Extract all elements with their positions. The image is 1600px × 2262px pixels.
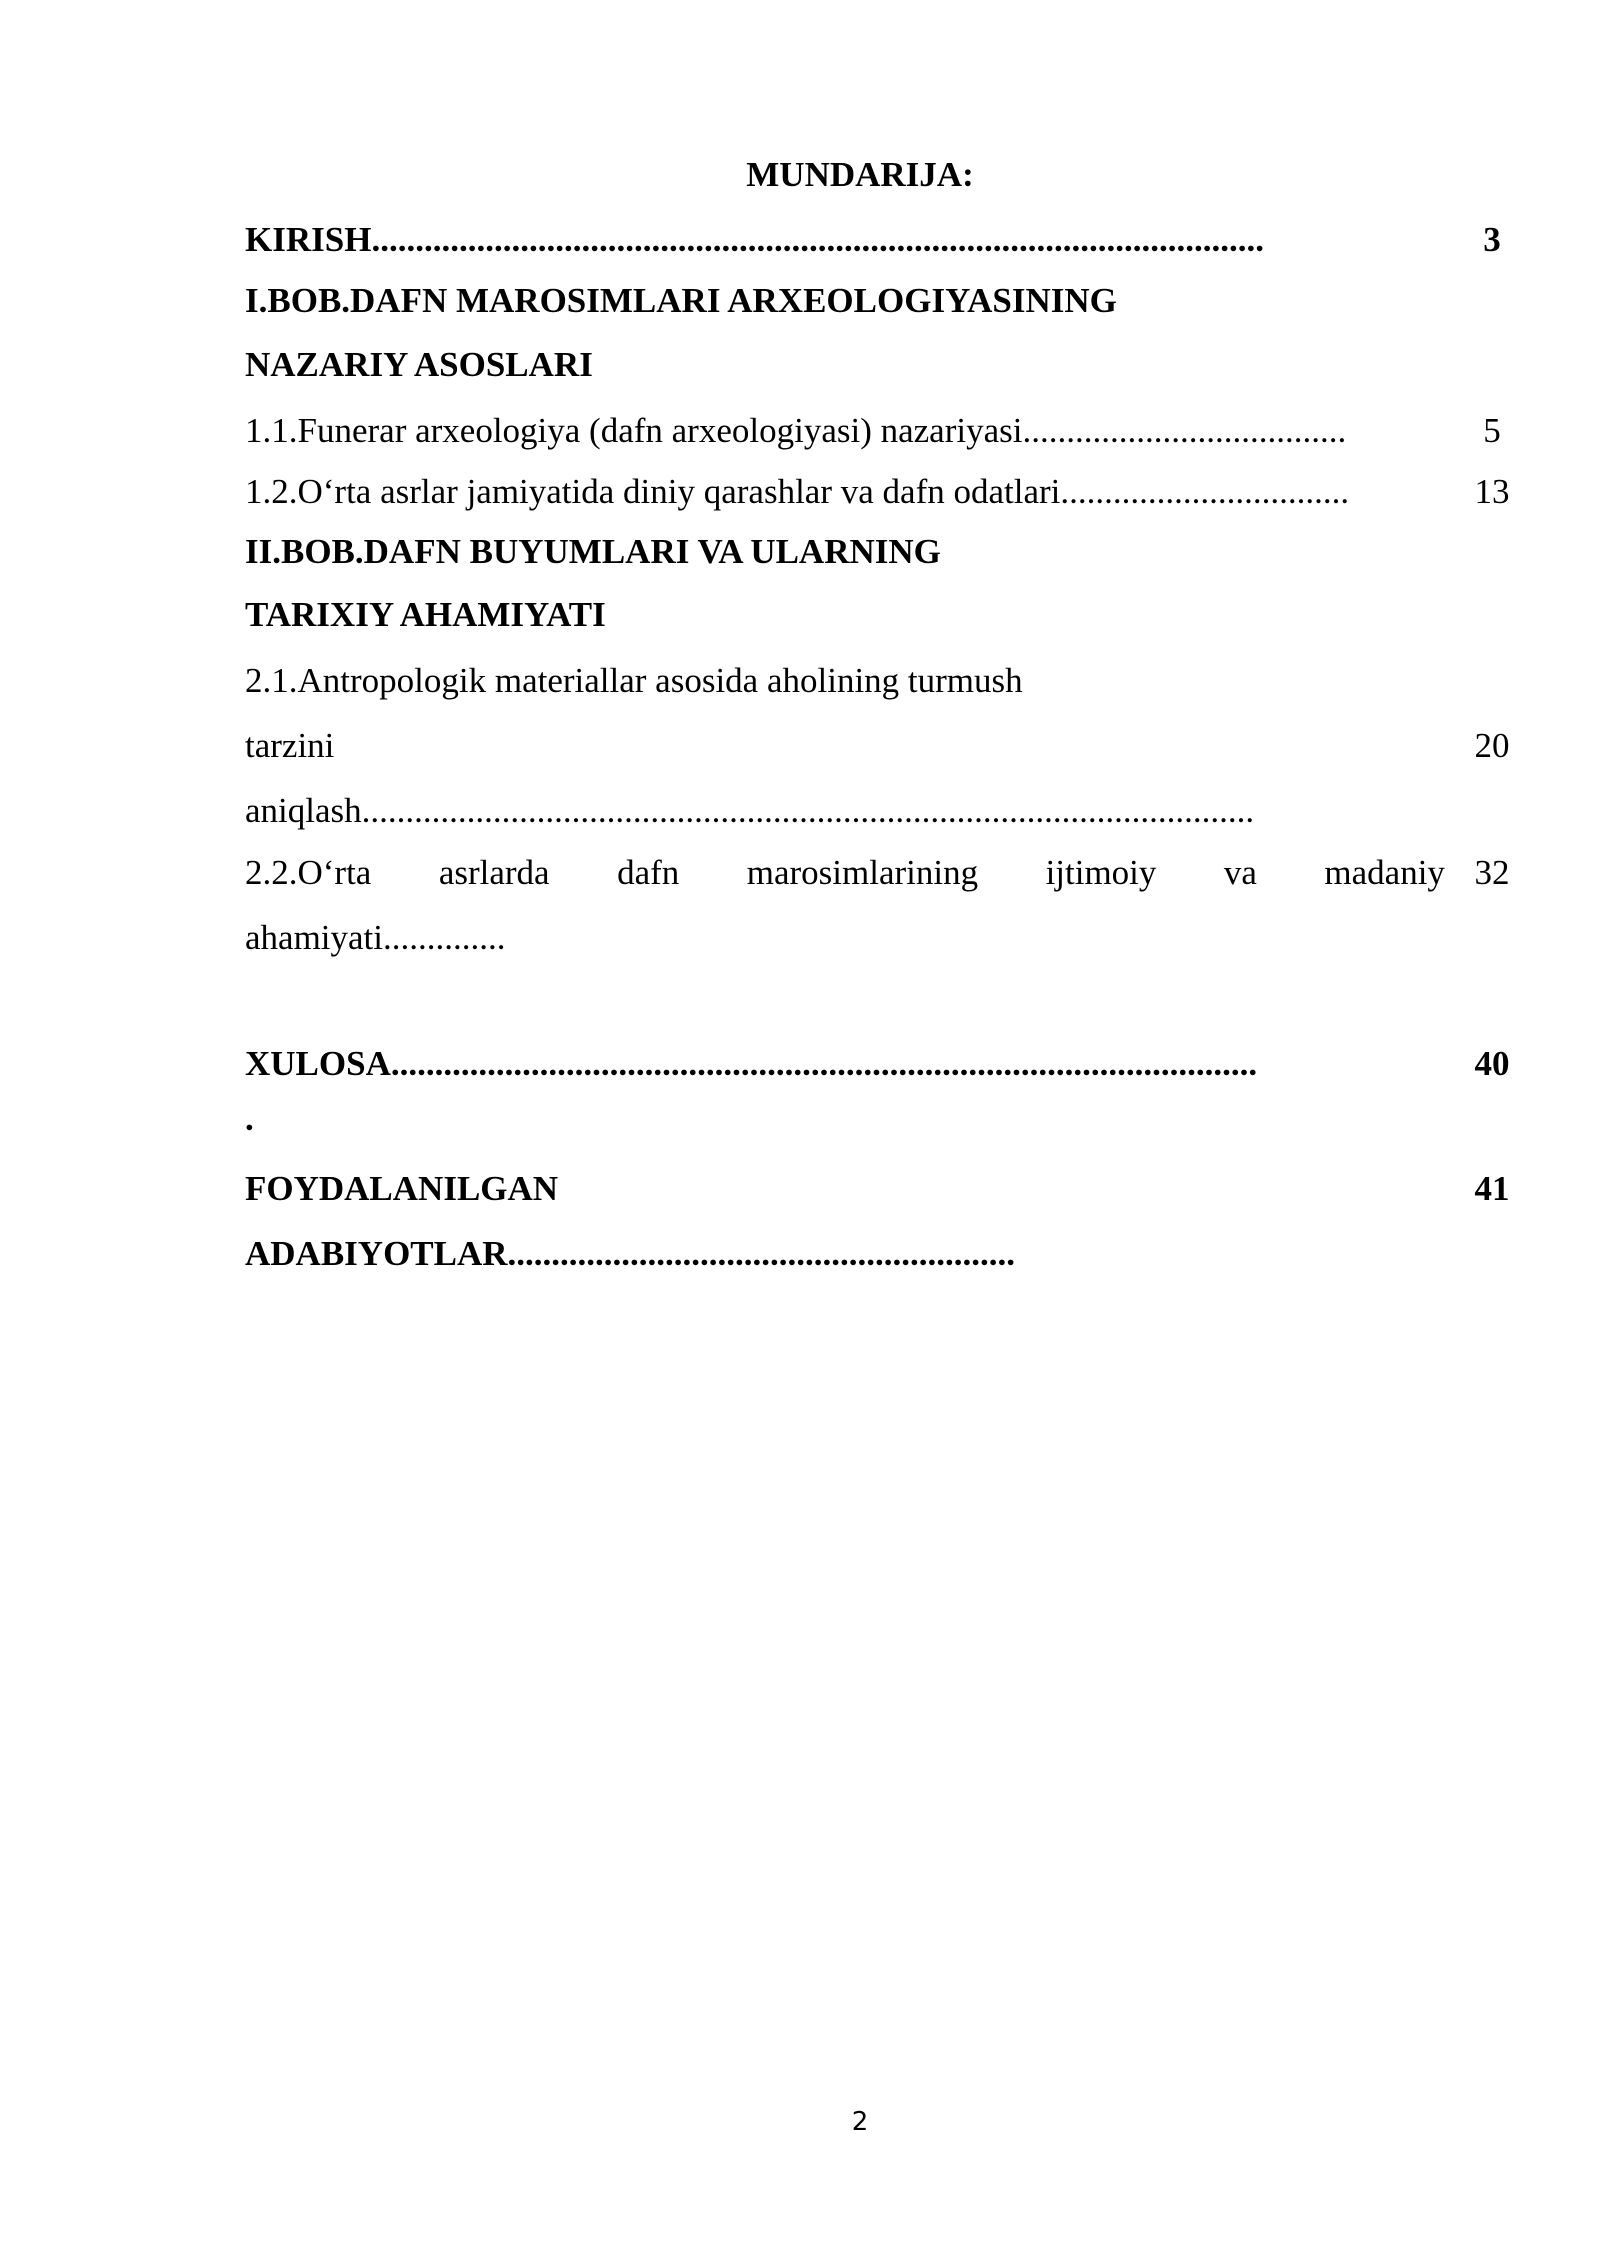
toc-dots: ...................................................................................................... [371, 220, 1264, 259]
toc-entry-1-2 [245, 468, 1445, 516]
toc-entry-xulosa [245, 1040, 1445, 1088]
toc-entry-2-1-line-2: tarzini [245, 726, 335, 765]
toc-entry-bibliography-line-1: FOYDALANILGAN [245, 1169, 559, 1208]
page-title: MUNDARIJA: [746, 155, 974, 194]
toc-entry-kirish [245, 216, 1445, 264]
toc-dots: .......................................................... [507, 1234, 1016, 1273]
toc-label: XULOSA [245, 1044, 391, 1083]
toc-dots: ..................................... [1022, 411, 1347, 450]
toc-stray-dot: . [245, 1099, 254, 1138]
toc-page-number: 13 [1474, 472, 1510, 511]
toc-page-number: 40 [1474, 1044, 1510, 1083]
footer-page-number: 2 [851, 2107, 869, 2137]
toc-page-number: 5 [1483, 411, 1501, 450]
toc-chapter-1-subtitle: NAZARIY ASOSLARI [245, 345, 593, 384]
toc-entry-2-1-line-1: 2.1.Antropologik materiallar asosida aholining turmush [245, 661, 1023, 700]
toc-chapter-1-title: I.BOB.DAFN MAROSIMLARI ARXEOLOGIYASINING [245, 281, 1117, 320]
toc-label: KIRISH [245, 220, 372, 259]
toc-page-number: 41 [1474, 1169, 1510, 1208]
toc-page-number: 20 [1474, 726, 1510, 765]
toc-entry-2-2-line-1 [245, 849, 1445, 897]
toc-page-number: 32 [1474, 853, 1510, 892]
toc-label: ADABIYOTLAR [245, 1234, 508, 1273]
toc-page-number: 3 [1483, 220, 1501, 259]
toc-word: ijtimoiy [1045, 853, 1157, 892]
toc-entry-2-1-line-3: aniqlash...................................................................................................... [245, 791, 1255, 830]
toc-dots: ................................................................................................... [390, 1044, 1258, 1083]
toc-entry-2-2-line-2: ahamiyati.............. [245, 918, 506, 957]
toc-word: marosimlarining [746, 853, 979, 892]
toc-word: 2.2.O‘rta [245, 853, 372, 892]
toc-chapter-2-subtitle: TARIXIY AHAMIYATI [245, 595, 606, 634]
toc-label: 1.2.O‘rta asrlar jamiyatida diniy qarashlar va dafn odatlari [245, 472, 1061, 511]
toc-word: va [1223, 853, 1257, 892]
toc-word: asrlarda [438, 853, 550, 892]
toc-entry-1-1 [245, 407, 1445, 455]
toc-word: dafn [617, 853, 680, 892]
toc-label: 1.1.Funerar arxeologiya (dafn arxeologiyasi) nazariyasi [245, 411, 1023, 450]
toc-chapter-2-title: II.BOB.DAFN BUYUMLARI VA ULARNING [245, 532, 941, 571]
toc-word: madaniy [1324, 853, 1445, 892]
toc-entry-bibliography-line-2 [245, 1230, 1445, 1278]
toc-dots: ................................. [1060, 472, 1350, 511]
